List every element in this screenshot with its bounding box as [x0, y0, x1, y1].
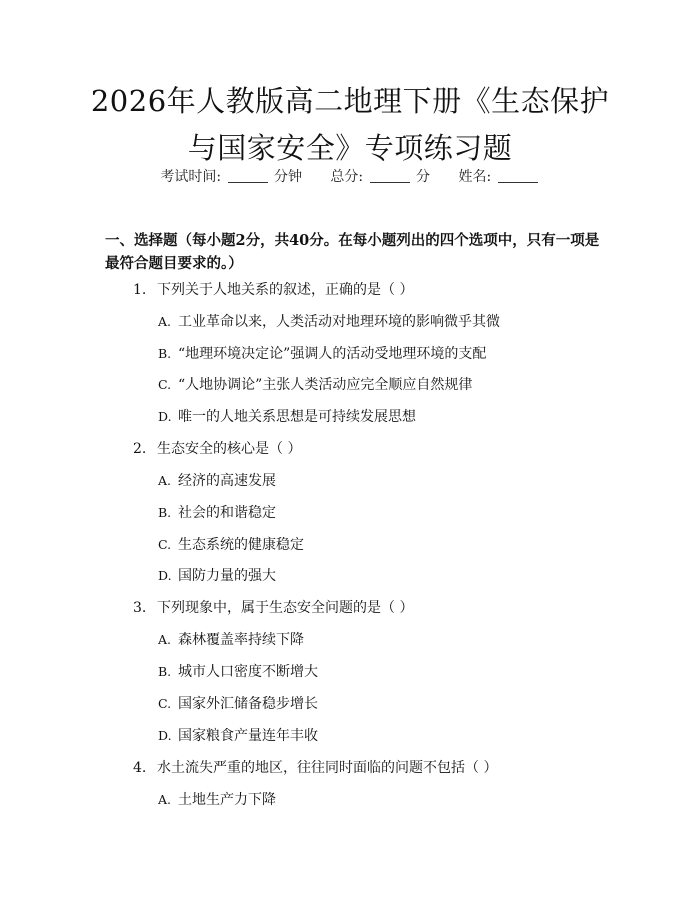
- option-text: 土地生产力下降: [178, 792, 276, 808]
- question-3-option-b: [158, 662, 318, 682]
- question-1-option-c: [158, 375, 472, 395]
- option-letter: A.: [158, 792, 172, 807]
- document-title: 2026年人教版高二地理下册《生态保护与国家安全》专项练习题: [90, 84, 610, 165]
- question-1: [133, 280, 413, 300]
- question-3-option-d: [158, 726, 318, 746]
- exam-time-label: 考试时间:: [160, 169, 222, 185]
- option-text: 生态系统的健康稳定: [178, 537, 304, 553]
- option-letter: D.: [158, 409, 172, 424]
- section-heading: 一、选择题（每小题2分，共40分。在每小题列出的四个选项中，只有一项是最符合题目要求的。）: [105, 232, 600, 272]
- option-text: 社会的和谐稳定: [178, 505, 276, 521]
- question-text: 下列关于人地关系的叙述，正确的是（ ）: [157, 282, 414, 298]
- student-name-field: [458, 166, 539, 188]
- question-2-option-d: [158, 566, 276, 586]
- option-text: 城市人口密度不断增大: [178, 664, 318, 680]
- question-1-option-d: [158, 407, 416, 427]
- option-letter: A.: [158, 473, 172, 488]
- option-letter: C.: [158, 537, 172, 552]
- question-2-option-a: [158, 471, 276, 491]
- total-score-blank: [370, 168, 410, 183]
- option-letter: B.: [158, 664, 172, 679]
- option-text: 国家外汇储备稳步增长: [178, 696, 318, 712]
- question-text: 下列现象中，属于生态安全问题的是（ ）: [157, 600, 414, 616]
- student-name-blank: [498, 168, 538, 183]
- question-2-option-b: [158, 503, 276, 523]
- question-3-option-c: [158, 694, 318, 714]
- option-letter: B.: [158, 346, 172, 361]
- option-letter: A.: [158, 314, 172, 329]
- question-number: 3.: [133, 600, 147, 616]
- exam-time-blank: [228, 168, 268, 183]
- question-2: [133, 439, 301, 459]
- option-text: 国防力量的强大: [178, 568, 276, 584]
- question-text: 生态安全的核心是（ ）: [157, 441, 302, 457]
- option-text: 森林覆盖率持续下降: [178, 632, 304, 648]
- option-text: “人地协调论”主张人类活动应完全顺应自然规律: [178, 377, 473, 393]
- option-letter: D.: [158, 568, 172, 583]
- question-3-option-a: [158, 630, 304, 650]
- option-letter: C.: [158, 696, 172, 711]
- option-text: 国家粮食产量连年丰收: [178, 728, 318, 744]
- question-text: 水土流失严重的地区，往往同时面临的问题不包括（ ）: [157, 760, 498, 776]
- student-name-label: 姓名:: [458, 169, 492, 185]
- exam-time-field: [160, 166, 302, 188]
- option-text: 唯一的人地关系思想是可持续发展思想: [178, 409, 416, 425]
- exam-time-unit: 分钟: [273, 169, 302, 185]
- question-number: 2.: [133, 441, 147, 457]
- question-4-option-a: [158, 790, 276, 810]
- option-letter: C.: [158, 377, 172, 392]
- option-letter: A.: [158, 632, 172, 647]
- exam-info-line: [0, 166, 700, 188]
- total-score-label: 总分:: [330, 169, 364, 185]
- option-text: “地理环境决定论”强调人的活动受地理环境的支配: [178, 346, 487, 362]
- total-score-unit: 分: [416, 169, 431, 185]
- question-4: [133, 758, 497, 778]
- total-score-field: [330, 166, 430, 188]
- question-2-option-c: [158, 535, 304, 555]
- option-text: 工业革命以来，人类活动对地理环境的影响微乎其微: [178, 314, 500, 330]
- question-1-option-b: [158, 344, 486, 364]
- question-number: 4.: [133, 760, 147, 776]
- question-3: [133, 598, 413, 618]
- option-letter: B.: [158, 505, 172, 520]
- question-1-option-a: [158, 312, 500, 332]
- option-letter: D.: [158, 728, 172, 743]
- question-number: 1.: [133, 282, 147, 298]
- option-text: 经济的高速发展: [178, 473, 276, 489]
